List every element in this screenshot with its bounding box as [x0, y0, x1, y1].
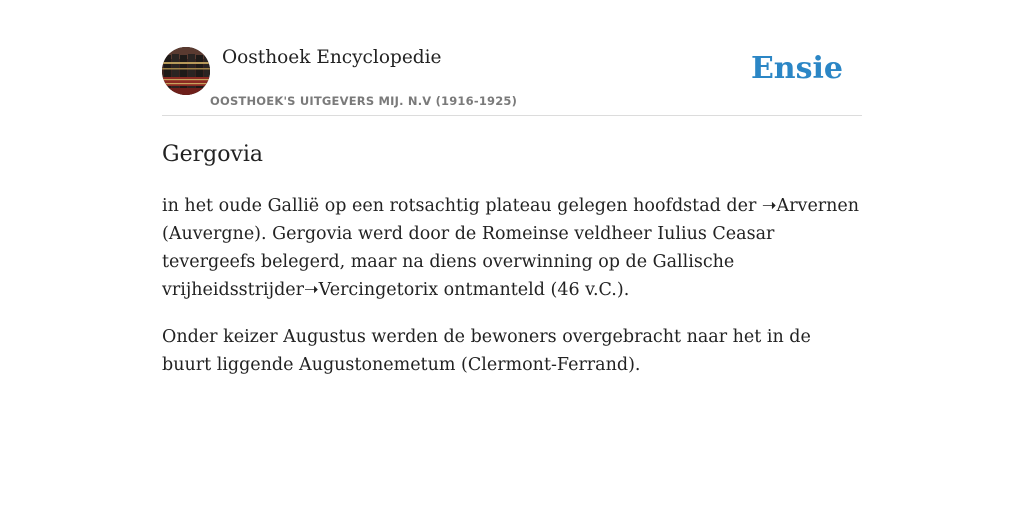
article-paragraph-1: [162, 192, 862, 304]
page: [162, 0, 862, 375]
crossref-arvernen-link[interactable]: ➝Arvernen: [761, 196, 860, 216]
source-header: [162, 0, 862, 116]
source-subtitle: OOSTHOEK'S UITGEVERS MIJ. N.V (1916-1925): [210, 94, 518, 108]
paragraph-text: ontmanteld (46 v.C.).: [438, 280, 630, 300]
article-paragraph-2: Onder keizer Augustus werden de bewoners overgebracht naar het in de buurt liggende Augustonemetum (Clermont-Ferrand).: [162, 327, 811, 375]
paragraph-text: (Auvergne). Gergovia werd door de Romeinse veldheer Iulius Ceasar tevergeefs belegerd, maar na diens overwinning op de Gallische vrijheidsstrijder: [162, 224, 775, 300]
source-title[interactable]: Oosthoek Encyclopedie: [222, 47, 442, 68]
crossref-vercingetorix-link[interactable]: ➝Vercingetorix: [304, 280, 439, 300]
article-title: Gergovia: [162, 142, 264, 167]
ensie-logo-link[interactable]: Ensie: [750, 51, 843, 86]
article-body: [162, 192, 862, 398]
source-avatar[interactable]: [162, 47, 210, 95]
paragraph-text: in het oude Gallië op een rotsachtig plateau gelegen hoofdstad der: [162, 196, 762, 216]
book-spines-icon: [162, 47, 210, 95]
